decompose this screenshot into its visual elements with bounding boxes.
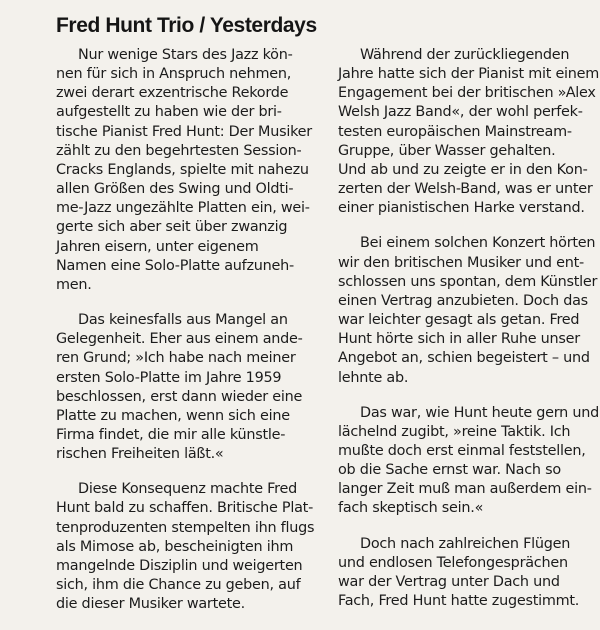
- text-line: allen Größen des Swing und Oldti-: [56, 181, 294, 198]
- text-line: zwei derart exzentrische Rekorde: [56, 85, 289, 102]
- text-line: Firma findet, die mir alle künstle-: [56, 426, 286, 443]
- text-line: Hunt bald zu schaffen. Britische Plat-: [56, 500, 314, 517]
- text-line: Cracks Englands, spielte mit nahezu: [56, 161, 309, 178]
- text-line: Das keinesfalls aus Mangel an: [78, 312, 288, 329]
- text-line: Gelegenheit. Eher aus einem ande-: [56, 331, 303, 348]
- text-line: gerte sich aber seit über zwanzig: [56, 219, 288, 236]
- text-line: zählt zu den begehrtesten Session-: [56, 142, 302, 159]
- text-line: Engagement bei der britischen »Alex: [338, 85, 596, 102]
- text-line: Namen eine Solo-Platte aufzuneh-: [56, 257, 294, 274]
- text-line: Doch nach zahlreichen Flügen: [360, 535, 571, 552]
- text-line: und endlosen Telefongesprächen: [338, 554, 568, 571]
- text-line: Bei einem solchen Konzert hörten: [360, 235, 596, 252]
- text-line: me-Jazz ungezählte Platten ein, wei-: [56, 200, 310, 217]
- paragraph: [338, 234, 600, 387]
- paragraph: [338, 535, 600, 612]
- left-column: [56, 46, 318, 630]
- text-line: Und ab und zu zeigte er in den Kon-: [338, 161, 588, 178]
- text-line: rischen Freiheiten läßt.«: [56, 446, 224, 463]
- text-line: Das war, wie Hunt heute gern und: [360, 404, 599, 421]
- text-line: Während der zurückliegenden: [360, 47, 570, 63]
- text-line: nen für sich in Anspruch nehmen,: [56, 66, 292, 83]
- text-line: zerten der Welsh-Band, was er unter: [338, 181, 593, 198]
- text-line: Fach, Fred Hunt hatte zugestimmt.: [338, 593, 580, 610]
- text-line: ren Grund; »Ich habe nach meiner: [56, 350, 296, 367]
- paragraph: [338, 46, 600, 218]
- right-column: [338, 46, 600, 627]
- text-line: Nur wenige Stars des Jazz kön-: [78, 47, 293, 63]
- text-line: fach skeptisch sein.«: [338, 500, 484, 517]
- text-line: Gruppe, über Wasser gehalten.: [338, 142, 556, 159]
- text-line: war der Vertrag unter Dach und: [338, 573, 560, 590]
- text-line: Jahren eisern, unter eigenem: [56, 238, 259, 255]
- text-line: langer Zeit muß man außerdem ein-: [338, 481, 592, 498]
- text-line: als Mimose ab, bescheinigten ihm: [56, 538, 294, 555]
- text-line: lehnte ab.: [338, 369, 409, 386]
- text-line: Hunt hörte sich in aller Ruhe unser: [338, 331, 580, 348]
- text-line: ob die Sache ernst war. Nach so: [338, 462, 561, 479]
- text-line: beschlossen, erst dann wieder eine: [56, 388, 303, 405]
- text-line: einer pianistischen Harke verstand.: [338, 200, 585, 217]
- text-line: aufgestellt zu haben wie der bri-: [56, 104, 282, 121]
- text-line: Diese Konsequenz machte Fred: [78, 481, 297, 498]
- text-line: einen Vertrag anzubieten. Doch das: [338, 292, 588, 309]
- page-title: Fred Hunt Trio / Yesterdays: [56, 14, 317, 37]
- text-line: die dieser Musiker wartete.: [56, 596, 245, 613]
- text-line: mußte doch erst einmal feststellen,: [338, 442, 586, 459]
- text-line: schlossen uns spontan, dem Künstler: [338, 273, 598, 290]
- text-line: Welsh Jazz Band«, der wohl perfek-: [338, 104, 583, 121]
- text-line: tische Pianist Fred Hunt: Der Musiker: [56, 123, 312, 140]
- text-line: mangelnde Disziplin und weigerten: [56, 557, 303, 574]
- text-line: Platte zu machen, wenn sich eine: [56, 407, 290, 424]
- text-line: lächelnd zugibt, »reine Taktik. Ich: [338, 423, 571, 440]
- text-line: wir den britischen Musiker und ent-: [338, 254, 584, 271]
- text-line: sich, ihm die Chance zu geben, auf: [56, 577, 301, 594]
- text-line: testen europäischen Mainstream-: [338, 123, 572, 140]
- paragraph: [56, 46, 318, 295]
- text-line: tenproduzenten stempelten ihn flugs: [56, 519, 315, 536]
- text-line: war leichter gesagt als getan. Fred: [338, 312, 580, 329]
- text-line: men.: [56, 276, 92, 293]
- paragraph: [56, 311, 318, 464]
- paragraph: [56, 480, 318, 614]
- text-line: ersten Solo-Platte im Jahre 1959: [56, 369, 282, 386]
- text-line: Jahre hatte sich der Pianist mit einem: [338, 66, 600, 83]
- text-line: Angebot an, schien begeistert – und: [338, 350, 590, 367]
- paragraph: [338, 404, 600, 519]
